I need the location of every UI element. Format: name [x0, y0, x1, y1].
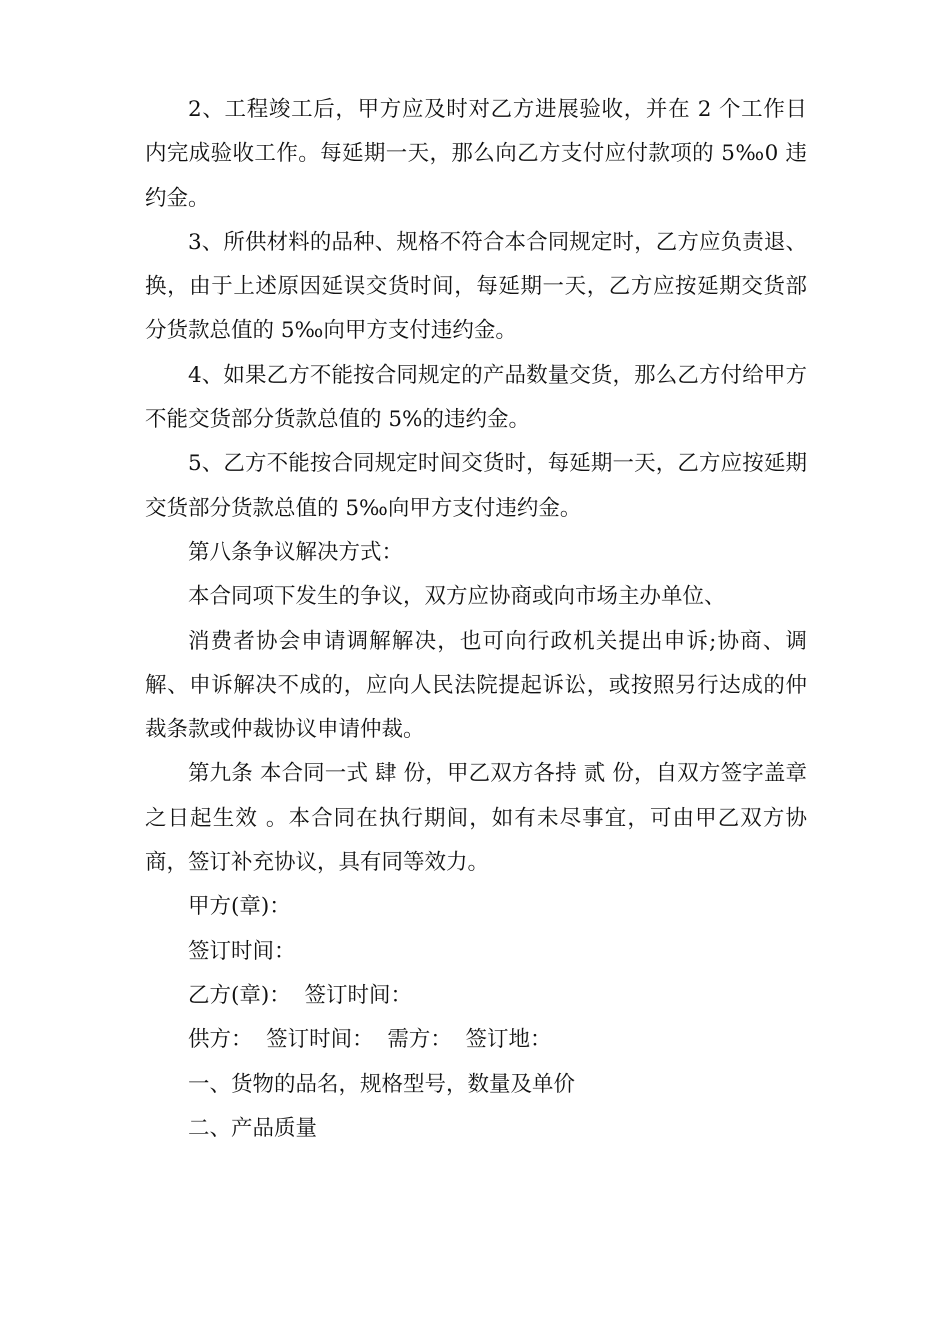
party-b-seal-line: 乙方(章)： 签订时间：: [188, 982, 412, 1008]
dispute-resolution-paragraph: 消费者协会申请调解解决，也可向行政机关提出申诉;协商、调解、申诉解决不成的，应向人民法院提起诉讼，或按照另行达成的仲裁条款或仲裁协议申请仲裁。: [145, 628, 807, 743]
document-body: [145, 88, 807, 1151]
article-9-paragraph: 第九条 本合同一式 肆 份，甲乙双方各持 贰 份，自双方签字盖章之日起生效 。本合同在执行期间，如有未尽事宜，可由甲乙双方协商，签订补充协议，具有同等效力。: [145, 761, 807, 876]
supplier-buyer-line: 供方： 签订时间： 需方： 签订地：: [188, 1027, 552, 1053]
party-a-seal-line: 甲方(章)：: [188, 894, 291, 920]
article-8-heading: 第八条争议解决方式：: [188, 539, 404, 565]
section-quality-heading: 二、产品质量: [188, 1115, 318, 1141]
clause-acceptance: 2、工程竣工后，甲方应及时对乙方进展验收，并在 2 个工作日内完成验收工作。每延期一天，那么向乙方支付应付款项的 5‰0 违约金。: [145, 97, 807, 211]
clause-late-delivery: 5、乙方不能按合同规定时间交货时，每延期一天，乙方应按延期交货部分货款总值的 5‰向甲方支付违约金。: [145, 451, 807, 521]
clause-material-spec: 3、所供材料的品种、规格不符合本合同规定时，乙方应负责退、换，由于上述原因延误交货时间，每延期一天，乙方应按延期交货部分货款总值的 5‰向甲方支付违约金。: [145, 229, 807, 344]
section-goods-heading: 一、货物的品名，规格型号，数量及单价: [188, 1071, 576, 1097]
dispute-paragraph: 本合同项下发生的争议，双方应协商或向市场主办单位、: [188, 584, 726, 610]
signing-time-line: 签订时间：: [188, 938, 296, 964]
clause-quantity-shortfall: 4、如果乙方不能按合同规定的产品数量交货，那么乙方付给甲方不能交货部分货款总值的 5%的违约金。: [145, 362, 807, 433]
